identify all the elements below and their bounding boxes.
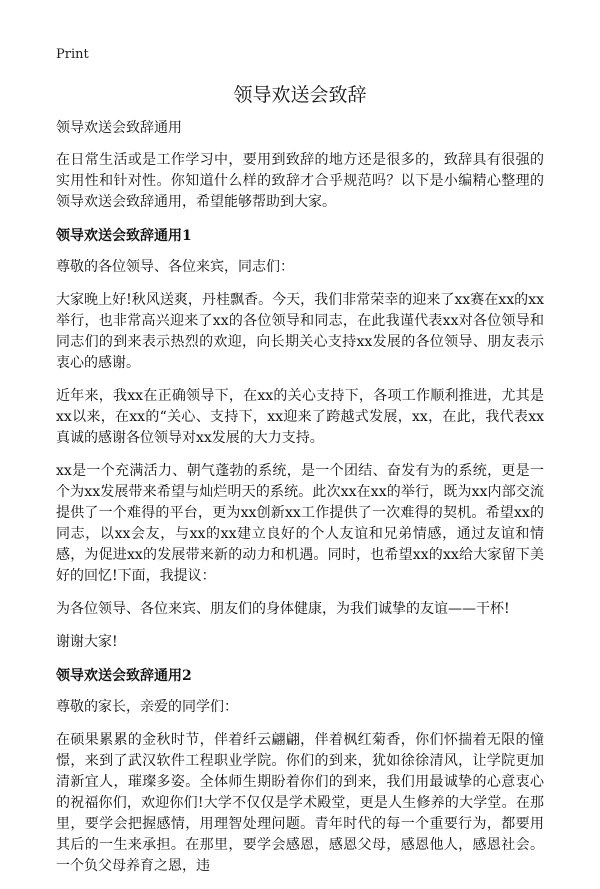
body-paragraph: xx是一个充满活力、朝气蓬勃的系统，是一个团结、奋发有为的系统，更是一个为xx发展带来希望与灿烂明天的系统。此次xx在xx的举行，既为xx内部交流提供了一个难得的平台，更为xx创新xx工作提供了一次难得的契机。希望xx的同志，以xx会友，与xx的xx建立良好的个人友谊和兄弟情感，通过友谊和情感，为促进xx的发展带来新的动力和机遇。同时，也希望xx的xx给大家留下美好的回忆!下面，我提议： xyxy=(56,463,544,584)
section-1 xyxy=(56,225,544,653)
section-heading: 领导欢送会致辞通用1 xyxy=(56,228,192,244)
article-body xyxy=(56,118,544,889)
section-2 xyxy=(56,665,544,877)
body-paragraph: 在硕果累累的金秋时节，伴着纤云翩翩，伴着枫红菊香，你们怀揣着无限的憧憬，来到了武汉软件工程职业学院。你们的到来，犹如徐徐清风，让学院更加清新宜人，璀璨多姿。全体师生期盼着你们的到来，我们用最诚挚的心意衷心的祝福你们，欢迎你们!大学不仅仅是学术殿堂，更是人生修养的大学堂。在那里，要学会把握感情，用理智处理问题。青年时代的每一个重要行为，都要用其后的一生来承担。在那里，要学会感恩，感恩父母，感恩他人，感恩社会。一个负父母养育之恩，违 xyxy=(56,732,544,874)
toast-paragraph: 为各位领导、各位来宾、朋友们的身体健康，为我们诚挚的友谊——干杯! xyxy=(56,601,510,617)
salutation: 尊敬的各位领导、各位来宾，同志们： xyxy=(56,259,294,275)
section-heading: 领导欢送会致辞通用2 xyxy=(56,668,192,684)
article-subtitle: 领导欢送会致辞通用 xyxy=(56,120,182,136)
print-link[interactable]: Print xyxy=(56,47,89,62)
intro-paragraph: 在日常生活或是工作学习中，要用到致辞的地方还是很多的，致辞具有很强的实用性和针对性。你知道什么样的致辞才合乎规范吗？以下是小编精心整理的领导欢送会致辞通用，希望能够帮助到大家。 xyxy=(56,152,544,210)
body-paragraph: 近年来，我xx在正确领导下，在xx的关心支持下，各项工作顺利推进，尤其是xx以来，在xx的“关心、支持下，xx迎来了跨越式发展，xx，在此，我代表xx真诚的感谢各位领导对xx发展的大力支持。 xyxy=(56,388,544,446)
salutation: 尊敬的家长，亲爱的同学们： xyxy=(56,699,238,715)
page-title: 领导欢送会致辞 xyxy=(233,84,367,106)
body-paragraph: 大家晚上好!秋风送爽，丹桂飘香。今天，我们非常荣幸的迎来了xx赛在xx的xx举行，也非常高兴迎来了xx的各位领导和同志，在此我谨代表xx对各位领导和同志们的到来表示热烈的欢迎，向长期关心支持xx发展的各位领导、朋友表示衷心的感谢。 xyxy=(56,292,544,371)
closing-paragraph: 谢谢大家! xyxy=(56,634,118,650)
